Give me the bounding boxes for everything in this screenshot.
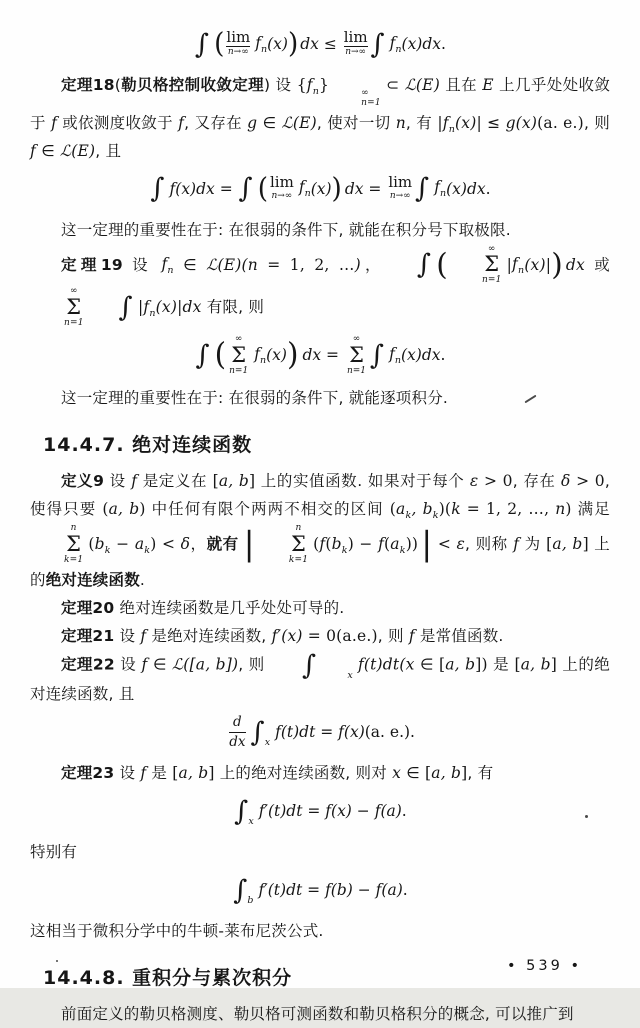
theorem-23-paragraph: 定理23 设 f 是 [a, b] 上的绝对连续函数, 则对 x ∈ [a, b], 有 [61,764,494,783]
in-particular-text: 特别有 [30,843,78,862]
formula-dominated-convergence: ∫ f(x)dx = ∫ ( lim n→∞ $f_n$ (x) ) dx = lim n→∞ ∫ $f_n$ (x)dx . [150,172,491,205]
theorem-19-paragraph: 定理19 设 $f_n$ ∈ ℒ(E)(n = 1, 2, …)， ∫ ( ∞ Σ n=1 $|f_n(x)|$) dx 或 ∞ Σ n=1 ∫ $|f_n(x)|dx$ 有限, 则 [61,243,610,329]
theorem-20-paragraph: 定理20 绝对连续函数是几乎处处可导的. [61,599,345,618]
section-heading-14-4-7: 14.4.7. 绝对连续函数 [43,434,253,457]
formula-fatou-lemma: ∫ ( lim n→∞ $f_n$ (x) ) dx ≤ lim n→∞ ∫ $f_n$ (x)dx . [195,28,446,60]
theorem-18-paragraph: 定理18(勒贝格控制收敛定理) 设 $\{f_n\}$ ∞ n=1 ⊂ ℒ(E) 且在 E 上几乎处处收敛于 f 或依测度收敛于 f, 又存在 g ∈ ℒ(E), 使对一切 n, 有 $|f_n(x)| \le g(x)(a$. e.), 则 f ∈ ℒ(E), 且 [30,76,611,160]
theorem-22-paragraph: 定理22 设 f ∈ ℒ([a, b]), 则 ∫ x f(t)dt(x ∈ [a, b]) 是 [a, b] 上的绝对连续函数, 且 [30,649,610,704]
theorem-19-remark: 这一定理的重要性在于: 在很弱的条件下, 就能逐项积分. [61,389,449,408]
theorem-18-remark: 这一定理的重要性在于: 在很弱的条件下, 就能在积分号下取极限. [61,220,511,239]
section-14-4-8-intro: 前面定义的勒贝格测度、勒贝格可测函数和勒贝格积分的概念, 可以推广到 [61,1005,574,1024]
page-number: • 539 • [507,958,582,974]
formula-newton-leibniz: ∫ b f′(t)dt = f(b) − f(a) . [233,874,408,906]
scan-artifact-dot-2 [56,960,58,962]
definition-9-paragraph: 定义9 设 f 是定义在 [a, b] 上的实值函数. 如果对于每个 ε > 0, 存在 δ > 0, 使得只要 (a, b) 中任何有限个两两不相交的区间 ($a_k$, $b_k)(k = 1$, 2, …, n) 满足 n Σ k=1 $(b_k - a_k) < \delta$，就有 | n Σ k=1 $(f(b_k) - f(a_k))| < \varepsilon$, 则称 f 为 [a, b] 上的绝对连续函数. [30,472,610,590]
formula-term-by-term-integration: ∫ ( ∞ Σ n=1 $f_n$ (x) ) dx = ∞ Σ n=1 ∫ $f_n$ (x)dx . [195,333,446,376]
scan-artifact-dot-1 [585,815,588,818]
section-heading-14-4-8: 14.4.8. 重积分与累次积分 [43,967,293,990]
formula-differentiation-of-integral: d dx ∫ x f(t)dt = f(x) (a. e.). [229,713,415,750]
newton-leibniz-remark: 这相当于微积分学中的牛顿-莱布尼茨公式. [30,922,324,941]
theorem-21-paragraph: 定理21 设 f 是绝对连续函数, f′(x) = 0(a.e.), 则 f 是常值函数. [61,627,504,646]
formula-ftc-variable-upper-limit: ∫ x f′(t)dt = f(x) − f(a) . [234,795,407,827]
